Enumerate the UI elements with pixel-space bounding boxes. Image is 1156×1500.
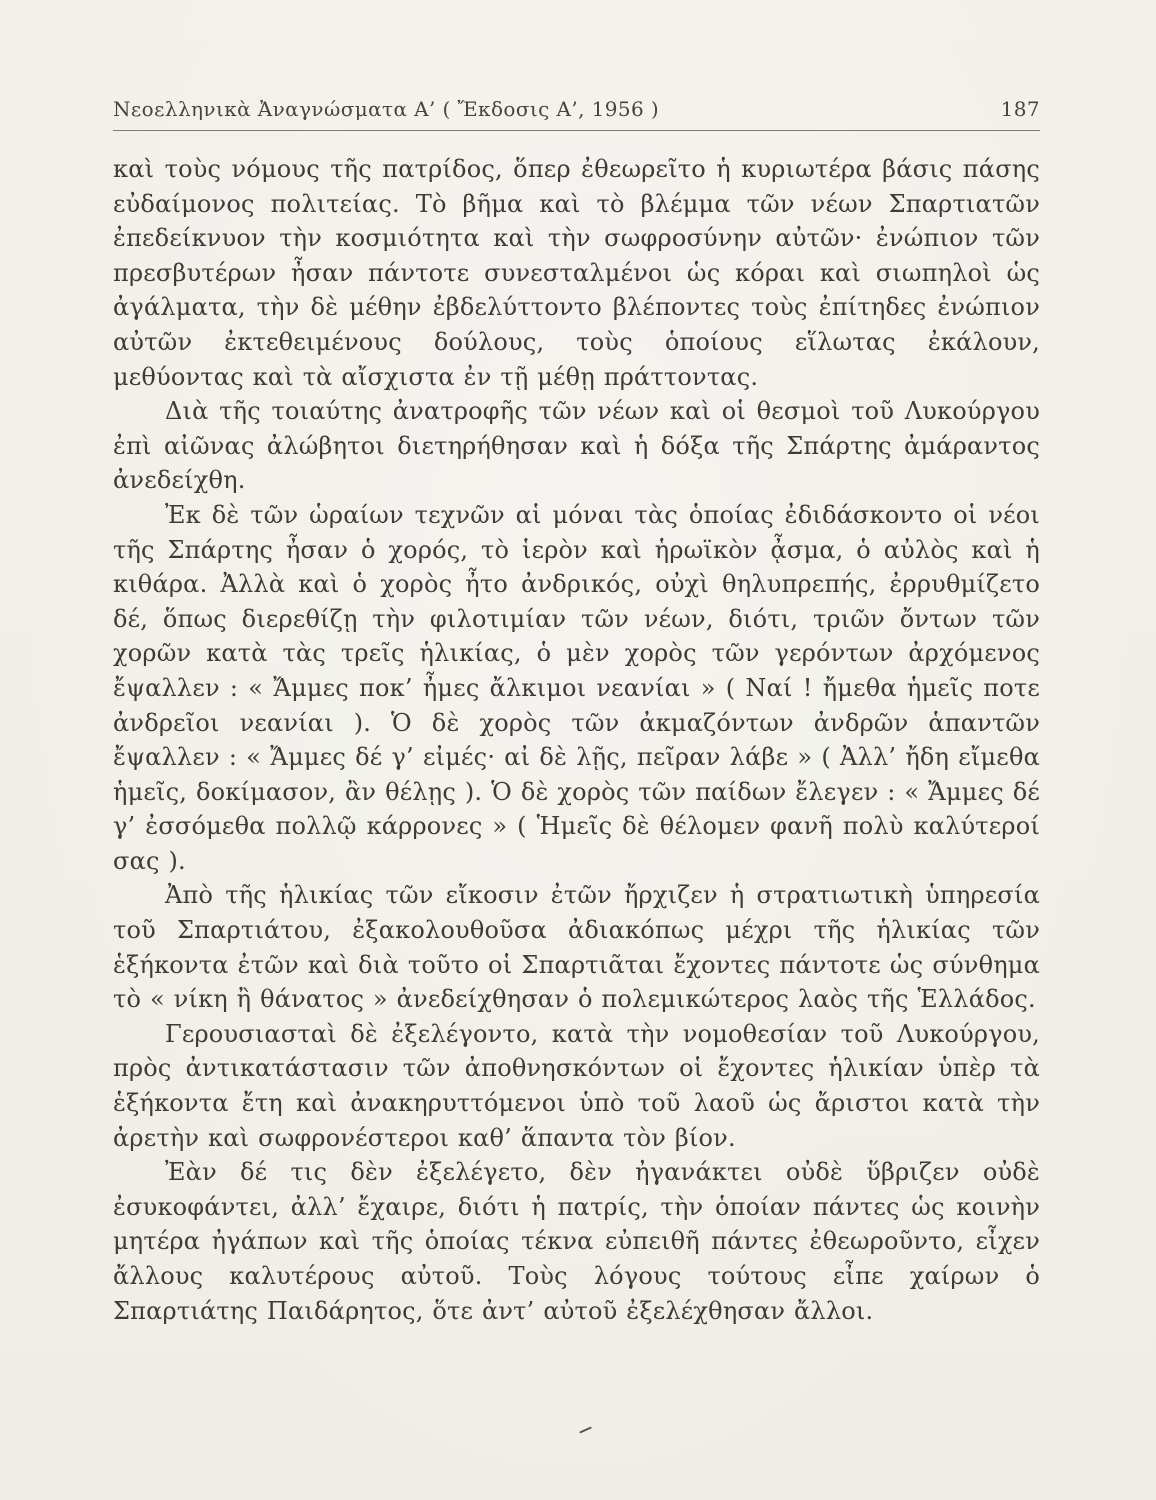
page-header <box>113 97 1040 121</box>
paragraph: Ἀπὸ τῆς ἡλικίας τῶν εἴκοσιν ἐτῶν ἤρχιζεν ἡ στρατιωτικὴ ὑπηρεσία τοῦ Σπαρτιάτου, ἐξακολουθοῦσα ἀδιακόπως μέχρι τῆς ἡλικίας τῶν ἑξήκοντα ἐτῶν καὶ διὰ τοῦτο οἱ Σπαρτιᾶται ἔχοντες πάντοτε ὡς σύνθημα τὸ « νίκη ἢ θάνατος » ἀνεδείχθησαν ὁ πολεμικώτερος λαὸς τῆς Ἑλλάδος. <box>113 881 1040 1014</box>
paragraph: Ἐὰν δέ τις δὲν ἐξελέγετο, δὲν ἠγανάκτει οὐδὲ ὕβριζεν οὐδὲ ἐσυκοφάντει, ἀλλ’ ἔχαιρε, διότι ἡ πατρίς, τὴν ὁποίαν πάντες ὡς κοινὴν μητέρα ἠγάπων καὶ τῆς ὁποίας τέκνα εὐπειθῆ πάντες ἐθεωροῦντο, εἶχεν ἄλλους καλυτέρους αὐτοῦ. Τοὺς λόγους τούτους εἶπε χαίρων ὁ Σπαρτιάτης Παιδάρητος, ὅτε ἀντ’ αὐτοῦ ἐξελέχθησαν ἄλλοι. <box>113 1158 1040 1325</box>
paragraph: Διὰ τῆς τοιαύτης ἀνατροφῆς τῶν νέων καὶ οἱ θεσμοὶ τοῦ Λυκούργου ἐπὶ αἰῶνας ἀλώβητοι διετηρήθησαν καὶ ἡ δόξα τῆς Σπάρτης ἀμάραντος ἀνεδείχθη. <box>113 397 1040 495</box>
paragraph: Γερουσιασταὶ δὲ ἐξελέγοντο, κατὰ τὴν νομοθεσίαν τοῦ Λυκούργου, πρὸς ἀντικατάστασιν τῶν ἀποθνησκόντων οἱ ἔχοντες ἡλικίαν ὑπὲρ τὰ ἑξήκοντα ἔτη καὶ ἀνακηρυττόμενοι ὑπὸ τοῦ λαοῦ ὡς ἄριστοι κατὰ τὴν ἀρετὴν καὶ σωφρονέστεροι καθ’ ἅπαντα τὸν βίον. <box>113 1019 1040 1152</box>
printers-mark <box>579 1426 592 1433</box>
paragraph-continuation: καὶ τοὺς νόμους τῆς πατρίδος, ὅπερ ἐθεωρεῖτο ἡ κυριωτέρα βάσις πάσης εὐδαίμονος πολιτείας. Τὸ βῆμα καὶ τὸ βλέμμα τῶν νέων Σπαρτιατῶν ἐπεδείκνυον τὴν κοσμιότητα καὶ τὴν σωφροσύνην αὐτῶν· ἐνώπιον τῶν πρεσβυτέρων ἦσαν πάντοτε συνεσταλμένοι ὡς κόραι καὶ σιωπηλοὶ ὡς ἀγάλματα, τὴν δὲ μέθην ἐβδελύττοντο βλέποντες τοὺς ἐπίτηδες ἐνώπιον αὐτῶν ἐκτεθειμένους δούλους, τοὺς ὁποίους εἵλωτας ἐκάλουν, μεθύοντας καὶ τὰ αἴσχιστα ἐν τῇ μέθῃ πράττοντας. <box>113 155 1040 391</box>
page-body <box>113 152 1040 1328</box>
paragraph: Ἐκ δὲ τῶν ὡραίων τεχνῶν αἱ μόναι τὰς ὁποίας ἐδιδάσκοντο οἱ νέοι τῆς Σπάρτης ἦσαν ὁ χορός, τὸ ἱερὸν καὶ ἡρωϊκὸν ᾆσμα, ὁ αὐλὸς καὶ ἡ κιθάρα. Ἀλλὰ καὶ ὁ χορὸς ἦτο ἀνδρικός, οὐχὶ θηλυπρεπής, ἐρρυθμίζετο δέ, ὅπως διερεθίζῃ τὴν φιλοτιμίαν τῶν νέων, διότι, τριῶν ὄντων τῶν χορῶν κατὰ τὰς τρεῖς ἡλικίας, ὁ μὲν χορὸς τῶν γερόντων ἀρχόμενος ἔψαλλεν : « Ἄμμες ποκ’ ἦμες ἄλκιμοι νεανίαι » ( Ναί ! ἤμεθα ἡμεῖς ποτε ἀνδρεῖοι νεανίαι ). Ὁ δὲ χορὸς τῶν ἀκμαζόντων ἀνδρῶν ἁπαντῶν ἔψαλλεν : « Ἄμμες δέ γ’ εἰμές· αἰ δὲ λῇς, πεῖραν λάβε » ( Ἀλλ’ ἤδη εἴμεθα ἡμεῖς, δοκίμασον, ἂν θέλῃς ). Ὁ δὲ χορὸς τῶν παίδων ἔλεγεν : « Ἄμμες δέ γ’ ἐσσόμεθα πολλῷ κάρρονες » ( Ἡμεῖς δὲ θέλομεν φανῆ πολὺ καλύτεροί σας ). <box>113 500 1040 875</box>
header-rule <box>113 130 1040 131</box>
running-title: Νεοελληνικὰ Ἀναγνώσματα Α’ ( Ἔκδοσις Α’, 1956 ) <box>113 97 660 121</box>
page-number: 187 <box>1000 97 1040 121</box>
